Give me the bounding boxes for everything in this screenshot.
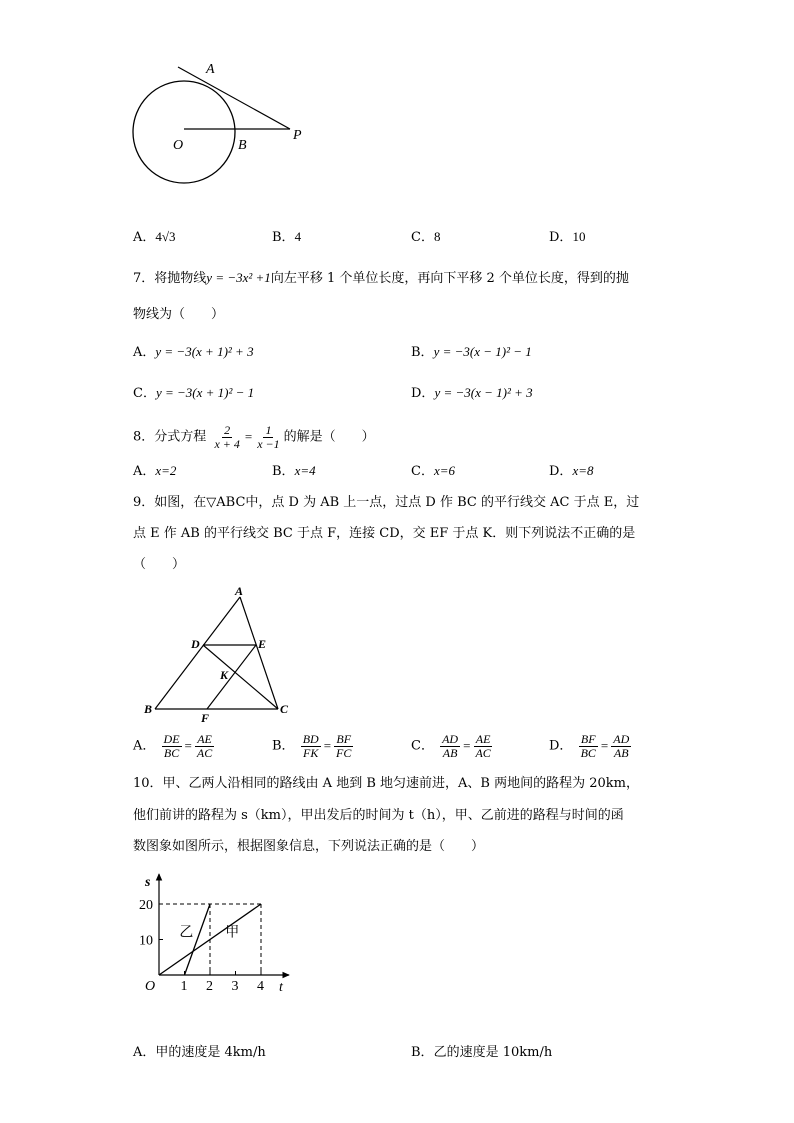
q6-circle-figure: [120, 55, 320, 195]
y-tick-label-10: 10: [139, 933, 153, 949]
q6-option-c[interactable]: C．8: [411, 229, 441, 245]
q6-label-A: A: [206, 62, 215, 77]
q6-option-d[interactable]: D．10: [549, 229, 586, 245]
x-tick-label-3: 3: [231, 979, 239, 994]
x-tick-label-1: 1: [180, 979, 188, 994]
q9-stem-line3: （ ）: [133, 557, 186, 572]
q9-label-B: B: [144, 702, 153, 716]
q6-label-P: P: [293, 128, 302, 143]
q9-label-C: C: [280, 702, 289, 716]
q8-option-c[interactable]: C．x=6: [411, 463, 455, 479]
series-label-1: 乙: [179, 925, 194, 941]
q7-stem-line2: 物线为（ ）: [133, 307, 225, 322]
series-label-0: 甲: [225, 925, 240, 941]
q6-option-b[interactable]: B．4: [272, 229, 302, 245]
q9-stem-line1: 9．如图，在▽ABC中，点 D 为 AB 上一点，过点 D 作 BC 的平行线交 AC 于点 E，过: [133, 495, 640, 510]
x-tick-label-2: 2: [206, 979, 213, 994]
q9-option-a[interactable]: A． $\frac{DE}{BC}$ = $\frac{AE}{AC}$: [133, 731, 213, 760]
q9-label-E: E: [258, 637, 267, 651]
q7-option-b[interactable]: B．y = −3(x − 1)² − 1: [411, 344, 532, 360]
x-tick-label-4: 4: [257, 979, 264, 994]
q6-label-O: O: [173, 138, 184, 153]
q7-stem-line1: 7．将抛物线y = −3x² +1向左平移 1 个单位长度，再向下平移 2 个单位长度，得到的抛: [133, 270, 629, 286]
q9-triangle-figure: [140, 580, 300, 725]
y-tick-label-20: 20: [139, 898, 153, 913]
q10-stem-line1: 10．甲、乙两人沿相同的路线由 A 地到 B 地匀速前进，A、B 两地间的路程为 20km，: [133, 776, 639, 791]
q8-rhs-fraction: $\frac{1}{x -1}$: [257, 422, 280, 451]
q9-option-b[interactable]: B． $\frac{BD}{FK}$ = $\frac{BF}{FC}$: [272, 731, 352, 760]
q7-option-d[interactable]: D．y = −3(x − 1)² + 3: [411, 385, 533, 401]
q9-label-K: K: [220, 668, 229, 682]
q9-stem-line2: 点 E 作 AB 的平行线交 BC 于点 F，连接 CD，交 EF 于点 K．则下列说法不正确的是: [133, 526, 636, 541]
chart-x-label: t: [279, 980, 283, 995]
q10-distance-time-chart: [125, 868, 305, 998]
q9-label-D: D: [191, 637, 200, 651]
q6-label-B: B: [238, 138, 247, 153]
q8-option-a[interactable]: A．x=2: [133, 463, 177, 479]
q9-label-A: A: [235, 584, 244, 598]
q10-option-b[interactable]: B．乙的速度是 10km/h: [411, 1045, 553, 1060]
q10-stem-line2: 他们前讲的路程为 s（km），甲出发后的时间为 t（h），甲、乙前进的路程与时间的函: [133, 808, 624, 823]
q10-option-a[interactable]: A．甲的速度是 4km/h: [133, 1045, 266, 1060]
q8-lhs-fraction: $\frac{2}{x + 4}$: [214, 422, 240, 451]
chart-y-label: s: [145, 875, 151, 890]
q9-option-d[interactable]: D． $\frac{BF}{BC}$ = $\frac{AD}{AB}$: [549, 731, 630, 760]
q7-option-a[interactable]: A．y = −3(x + 1)² + 3: [133, 344, 254, 360]
q6-option-a[interactable]: A．4√3: [133, 229, 176, 245]
q6-circle: [133, 81, 235, 183]
q10-stem-line3: 数图象如图所示，根据图象信息，下列说法正确的是（ ）: [133, 839, 485, 854]
q9-label-F: F: [201, 711, 210, 725]
q7-option-c[interactable]: C．y = −3(x + 1)² − 1: [133, 385, 255, 401]
q8-option-b[interactable]: B．x=4: [272, 463, 316, 479]
q9-side-AB: [155, 597, 240, 709]
q8-stem: 8．分式方程 $\frac{2}{x + 4}$ = $\frac{1}{x -1}$ 的解是（ ）: [133, 422, 375, 451]
q8-option-d[interactable]: D．x=8: [549, 463, 594, 479]
q9-option-c[interactable]: C． $\frac{AD}{AB}$ = $\frac{AE}{AC}$: [411, 731, 491, 760]
chart-origin-label: O: [145, 979, 156, 994]
